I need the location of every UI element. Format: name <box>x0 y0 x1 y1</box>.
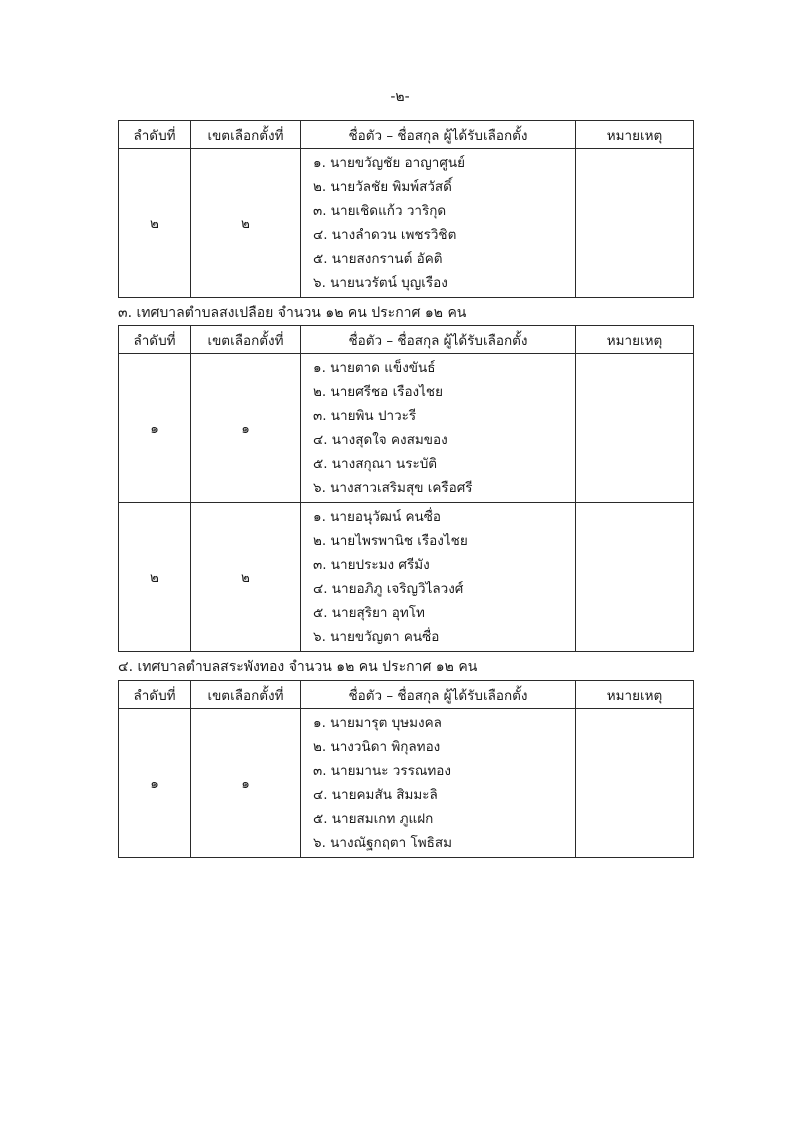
header-remark: หมายเหตุ <box>576 681 694 709</box>
elected-name: ๓. นายพิน ปาวะรี <box>313 408 417 424</box>
district-cell: ๑ <box>191 354 301 503</box>
remark-cell <box>576 149 694 298</box>
elected-name: ๕. นายสมเกท ภูแฝก <box>313 811 434 827</box>
elected-name: ๔. นางลำดวน เพชรวิชิต <box>313 227 457 243</box>
header-district: เขตเลือกตั้งที่ <box>191 326 301 354</box>
order-cell: ๒ <box>119 503 191 652</box>
table-row <box>119 354 694 503</box>
district-cell: ๒ <box>191 149 301 298</box>
table-header-row <box>119 326 694 354</box>
elected-name: ๕. นายสุริยา อุทโท <box>313 605 425 621</box>
header-order: ลำดับที่ <box>119 121 191 149</box>
header-order: ลำดับที่ <box>119 681 191 709</box>
elected-name: ๑. นายมารุต บุษมงคล <box>313 715 442 731</box>
elected-name: ๖. นางณัฐกฤตา โพธิสม <box>313 835 453 851</box>
elected-name: ๒. นายศรีชอ เรืองไชย <box>313 384 444 400</box>
order-cell: ๑ <box>119 709 191 858</box>
order-cell: ๒ <box>119 149 191 298</box>
results-table-3 <box>118 680 694 858</box>
elected-name: ๑. นายตาด แข็งขันธ์ <box>313 360 436 376</box>
header-name: ชื่อตัว – ชื่อสกุล ผู้ได้รับเลือกตั้ง <box>301 121 576 149</box>
header-district: เขตเลือกตั้งที่ <box>191 681 301 709</box>
elected-name: ๔. นางสุดใจ คงสมของ <box>313 432 448 448</box>
elected-name: ๔. นายอภิภู เจริญวิไลวงศ์ <box>313 581 464 597</box>
elected-name: ๖. นายนวรัตน์ บุญเรือง <box>313 275 448 291</box>
elected-name: ๓. นายมานะ วรรณทอง <box>313 763 451 779</box>
results-table-1 <box>118 120 694 298</box>
names-cell <box>301 354 576 503</box>
elected-name: ๓. นายเชิดแก้ว วาริกุด <box>313 203 447 219</box>
table-row <box>119 149 694 298</box>
table-row <box>119 503 694 652</box>
remark-cell <box>576 354 694 503</box>
district-cell: ๒ <box>191 503 301 652</box>
table-row <box>119 709 694 858</box>
section-heading: ๔. เทศบาลตำบลสระพังทอง จำนวน ๑๒ คน ประกาศ ๑๒ คน <box>118 659 478 675</box>
table-header-row <box>119 681 694 709</box>
elected-name: ๒. นายไพรพานิช เรืองไชย <box>313 533 468 549</box>
elected-name: ๕. นางสกุณา นระบัติ <box>313 456 438 472</box>
elected-name: ๑. นายอนุวัฒน์ คนซื่อ <box>313 509 442 525</box>
elected-name: ๔. นายคมสัน สิมมะลิ <box>313 787 438 803</box>
header-remark: หมายเหตุ <box>576 121 694 149</box>
header-district: เขตเลือกตั้งที่ <box>191 121 301 149</box>
elected-name: ๑. นายขวัญชัย อาญาศูนย์ <box>313 155 466 171</box>
district-cell: ๑ <box>191 709 301 858</box>
page-number: -๒- <box>390 89 410 105</box>
names-cell <box>301 503 576 652</box>
elected-name: ๖. นางสาวเสริมสุข เครือศรี <box>313 480 473 496</box>
names-cell <box>301 709 576 858</box>
table-header-row <box>119 121 694 149</box>
names-cell <box>301 149 576 298</box>
results-table-2 <box>118 325 694 652</box>
elected-name: ๓. นายประมง ศรีมัง <box>313 557 430 573</box>
order-cell: ๑ <box>119 354 191 503</box>
elected-name: ๒. นายวัลชัย พิมพ์สวัสดิ์ <box>313 179 452 195</box>
header-name: ชื่อตัว – ชื่อสกุล ผู้ได้รับเลือกตั้ง <box>301 326 576 354</box>
header-remark: หมายเหตุ <box>576 326 694 354</box>
remark-cell <box>576 503 694 652</box>
elected-name: ๒. นางวนิดา พิกุลทอง <box>313 739 441 755</box>
header-name: ชื่อตัว – ชื่อสกุล ผู้ได้รับเลือกตั้ง <box>301 681 576 709</box>
elected-name: ๕. นายสงกรานต์ อัคติ <box>313 251 443 267</box>
header-order: ลำดับที่ <box>119 326 191 354</box>
remark-cell <box>576 709 694 858</box>
elected-name: ๖. นายขวัญตา คนซื่อ <box>313 629 440 645</box>
section-heading: ๓. เทศบาลตำบลสงเปลือย จำนวน ๑๒ คน ประกาศ ๑๒ คน <box>118 305 467 321</box>
